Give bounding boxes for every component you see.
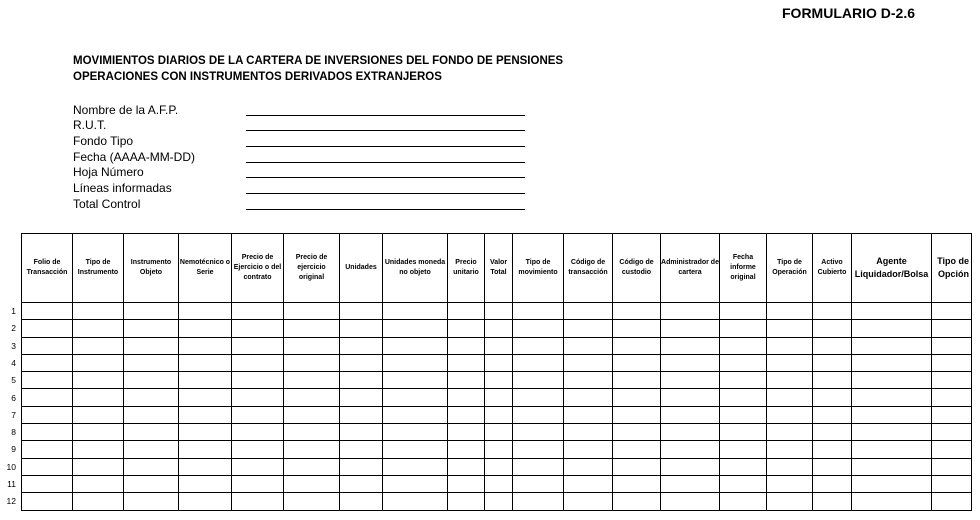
table-cell[interactable]: [448, 337, 485, 354]
table-cell[interactable]: [613, 389, 661, 406]
table-cell[interactable]: [813, 372, 852, 389]
table-cell[interactable]: [767, 372, 813, 389]
table-cell[interactable]: [124, 372, 179, 389]
table-cell[interactable]: [852, 354, 932, 371]
table-cell[interactable]: [284, 458, 340, 475]
table-cell[interactable]: [852, 493, 932, 510]
table-cell[interactable]: [813, 354, 852, 371]
table-cell[interactable]: [179, 441, 232, 458]
table-cell[interactable]: [448, 458, 485, 475]
field-label: Líneas informadas: [73, 181, 172, 195]
table-cell[interactable]: [179, 320, 232, 337]
table-cell[interactable]: [767, 406, 813, 423]
table-cell[interactable]: [448, 303, 485, 320]
column-header: Folio de Transacción: [22, 234, 73, 303]
table-cell[interactable]: [485, 354, 513, 371]
table-cell[interactable]: [513, 354, 564, 371]
table-cell[interactable]: [124, 441, 179, 458]
table-cell[interactable]: [448, 320, 485, 337]
table-cell[interactable]: [661, 303, 720, 320]
table-cell[interactable]: [485, 458, 513, 475]
table-cell[interactable]: [564, 372, 613, 389]
table-cell[interactable]: [513, 303, 564, 320]
table-cell[interactable]: [179, 372, 232, 389]
row-number: 9: [11, 444, 16, 455]
column-header: Código de transacción: [564, 234, 613, 303]
table-cell[interactable]: [485, 389, 513, 406]
table-cell[interactable]: [932, 475, 972, 492]
table-cell[interactable]: [613, 424, 661, 441]
field-input-line[interactable]: [246, 115, 525, 116]
table-cell[interactable]: [448, 441, 485, 458]
table-cell[interactable]: [22, 424, 73, 441]
field-input-line[interactable]: [246, 130, 525, 131]
column-header: Instrumento Objeto: [124, 234, 179, 303]
table-row: [22, 372, 972, 389]
table-row: [22, 458, 972, 475]
table-row: [22, 320, 972, 337]
table-cell[interactable]: [661, 337, 720, 354]
table-cell[interactable]: [340, 424, 383, 441]
table-cell[interactable]: [613, 493, 661, 510]
table-cell[interactable]: [852, 458, 932, 475]
table-cell[interactable]: [852, 337, 932, 354]
table-cell[interactable]: [284, 475, 340, 492]
table-cell[interactable]: [720, 389, 767, 406]
table-cell[interactable]: [179, 458, 232, 475]
table-cell[interactable]: [73, 372, 124, 389]
table-cell[interactable]: [485, 406, 513, 423]
table-cell[interactable]: [232, 475, 284, 492]
table-cell[interactable]: [383, 320, 448, 337]
row-number: 10: [6, 461, 16, 472]
row-number: 1: [11, 306, 16, 316]
table-cell[interactable]: [613, 372, 661, 389]
table-cell[interactable]: [22, 458, 73, 475]
table-cell[interactable]: [932, 389, 972, 406]
table-cell[interactable]: [383, 372, 448, 389]
table-cell[interactable]: [932, 458, 972, 475]
table-cell[interactable]: [767, 424, 813, 441]
table-cell[interactable]: [22, 389, 73, 406]
table-cell[interactable]: [813, 406, 852, 423]
field-label: Hoja Número: [73, 165, 144, 179]
table-cell[interactable]: [485, 441, 513, 458]
table-cell[interactable]: [124, 475, 179, 492]
table-cell[interactable]: [179, 475, 232, 492]
column-header: Tipo de Opción: [932, 234, 972, 303]
table-cell[interactable]: [179, 406, 232, 423]
column-header: Tipo de movimiento: [513, 234, 564, 303]
table-cell[interactable]: [73, 303, 124, 320]
table-cell[interactable]: [852, 406, 932, 423]
table-cell[interactable]: [340, 475, 383, 492]
table-cell[interactable]: [813, 389, 852, 406]
column-header: Fecha informe original: [720, 234, 767, 303]
table-cell[interactable]: [124, 424, 179, 441]
table-cell[interactable]: [284, 424, 340, 441]
row-number: 11: [7, 479, 16, 489]
column-header: Tipo de Operación: [767, 234, 813, 303]
table-cell[interactable]: [564, 458, 613, 475]
table-header-row: [22, 234, 972, 303]
table-cell[interactable]: [513, 441, 564, 458]
table-row: [22, 475, 972, 492]
table-cell[interactable]: [564, 320, 613, 337]
table-cell[interactable]: [232, 389, 284, 406]
table-row: [22, 493, 972, 510]
table-cell[interactable]: [232, 372, 284, 389]
table-cell[interactable]: [179, 303, 232, 320]
field-label: Fondo Tipo: [73, 134, 134, 148]
table-cell[interactable]: [73, 337, 124, 354]
table-cell[interactable]: [383, 458, 448, 475]
form-subtitle: OPERACIONES CON INSTRUMENTOS DERIVADOS EXTRANJEROS: [73, 71, 442, 83]
table-cell[interactable]: [767, 493, 813, 510]
table-cell[interactable]: [22, 441, 73, 458]
table-cell[interactable]: [852, 424, 932, 441]
table-cell[interactable]: [73, 406, 124, 423]
field-label: R.U.T.: [73, 118, 107, 132]
table-cell[interactable]: [932, 337, 972, 354]
table-cell[interactable]: [383, 406, 448, 423]
table-cell[interactable]: [661, 424, 720, 441]
table-cell[interactable]: [22, 493, 73, 510]
table-cell[interactable]: [661, 493, 720, 510]
table-cell[interactable]: [179, 389, 232, 406]
table-cell[interactable]: [284, 372, 340, 389]
table-cell[interactable]: [564, 424, 613, 441]
table-cell[interactable]: [124, 337, 179, 354]
table-cell[interactable]: [22, 320, 73, 337]
table-row: [22, 441, 972, 458]
table-cell[interactable]: [485, 493, 513, 510]
table-cell[interactable]: [813, 493, 852, 510]
table-cell[interactable]: [448, 493, 485, 510]
table-cell[interactable]: [340, 493, 383, 510]
table-cell[interactable]: [73, 475, 124, 492]
table-cell[interactable]: [179, 424, 232, 441]
table-cell[interactable]: [383, 354, 448, 371]
table-cell[interactable]: [767, 303, 813, 320]
table-cell[interactable]: [564, 475, 613, 492]
table-cell[interactable]: [485, 337, 513, 354]
table-cell[interactable]: [513, 458, 564, 475]
row-number: 12: [6, 496, 16, 507]
column-header: Tipo de Instrumento: [73, 234, 124, 303]
table-cell[interactable]: [124, 354, 179, 371]
table-cell[interactable]: [564, 389, 613, 406]
table-cell[interactable]: [383, 303, 448, 320]
table-row: [22, 406, 972, 423]
form-code: FORMULARIO D-2.6: [782, 5, 915, 21]
table-cell[interactable]: [513, 372, 564, 389]
table-cell[interactable]: [932, 303, 972, 320]
table-cell[interactable]: [613, 354, 661, 371]
row-number: 7: [11, 409, 16, 420]
table-cell[interactable]: [613, 337, 661, 354]
field-label: Fecha (AAAA-MM-DD): [73, 150, 196, 164]
table-row: [22, 424, 972, 441]
table-cell[interactable]: [813, 424, 852, 441]
table-cell[interactable]: [513, 475, 564, 492]
table-row: [22, 337, 972, 354]
table-cell[interactable]: [932, 354, 972, 371]
table-cell[interactable]: [564, 303, 613, 320]
table-cell[interactable]: [613, 458, 661, 475]
table-cell[interactable]: [852, 320, 932, 337]
table-cell[interactable]: [720, 372, 767, 389]
table-cell[interactable]: [613, 320, 661, 337]
table-cell[interactable]: [661, 441, 720, 458]
table-cell[interactable]: [661, 320, 720, 337]
table-cell[interactable]: [932, 372, 972, 389]
table-row: [22, 354, 972, 371]
column-header: Unidades moneda no objeto: [383, 234, 448, 303]
row-number: 4: [11, 357, 16, 368]
table-cell[interactable]: [613, 475, 661, 492]
table-row: [22, 389, 972, 406]
table-cell[interactable]: [813, 337, 852, 354]
table-cell[interactable]: [340, 406, 383, 423]
field-input-line[interactable]: [246, 146, 525, 147]
table-cell[interactable]: [767, 441, 813, 458]
table-cell[interactable]: [932, 320, 972, 337]
table-cell[interactable]: [284, 493, 340, 510]
table-cell[interactable]: [720, 406, 767, 423]
table-cell[interactable]: [564, 354, 613, 371]
table-row: [22, 303, 972, 320]
table-cell[interactable]: [661, 475, 720, 492]
table-cell[interactable]: [383, 337, 448, 354]
table-cell[interactable]: [564, 337, 613, 354]
table-cell[interactable]: [932, 441, 972, 458]
table-cell[interactable]: [852, 475, 932, 492]
table-cell[interactable]: [284, 320, 340, 337]
table-cell[interactable]: [852, 389, 932, 406]
table-cell[interactable]: [813, 441, 852, 458]
table-cell[interactable]: [661, 389, 720, 406]
table-cell[interactable]: [932, 424, 972, 441]
table-cell[interactable]: [232, 337, 284, 354]
table-cell[interactable]: [179, 493, 232, 510]
table-cell[interactable]: [767, 389, 813, 406]
table-cell[interactable]: [813, 303, 852, 320]
column-header: Activo Cubierto: [813, 234, 852, 303]
table-cell[interactable]: [813, 320, 852, 337]
table-cell[interactable]: [448, 475, 485, 492]
table-cell[interactable]: [340, 303, 383, 320]
table-cell[interactable]: [720, 458, 767, 475]
table-cell[interactable]: [232, 441, 284, 458]
table-cell[interactable]: [448, 372, 485, 389]
field-input-line[interactable]: [246, 193, 525, 194]
table-cell[interactable]: [124, 320, 179, 337]
form-title: MOVIMIENTOS DIARIOS DE LA CARTERA DE INVERSIONES DEL FONDO DE PENSIONES: [73, 55, 564, 67]
table-cell[interactable]: [73, 389, 124, 406]
table-cell[interactable]: [485, 303, 513, 320]
table-cell[interactable]: [767, 475, 813, 492]
table-cell[interactable]: [720, 337, 767, 354]
table-cell[interactable]: [383, 389, 448, 406]
table-cell[interactable]: [124, 458, 179, 475]
table-cell[interactable]: [284, 354, 340, 371]
table-cell[interactable]: [124, 389, 179, 406]
table-cell[interactable]: [284, 406, 340, 423]
column-header: Precio unitario: [448, 234, 485, 303]
table-cell[interactable]: [661, 406, 720, 423]
table-cell[interactable]: [73, 441, 124, 458]
table-cell[interactable]: [513, 406, 564, 423]
table-cell[interactable]: [513, 320, 564, 337]
table-cell[interactable]: [813, 458, 852, 475]
table-cell[interactable]: [179, 354, 232, 371]
table-cell[interactable]: [284, 441, 340, 458]
table-cell[interactable]: [340, 320, 383, 337]
row-number: 3: [11, 340, 16, 351]
table-cell[interactable]: [661, 354, 720, 371]
table-cell[interactable]: [448, 354, 485, 371]
column-header: Precio de ejercicio original: [284, 234, 340, 303]
table-cell[interactable]: [340, 389, 383, 406]
table-cell[interactable]: [513, 337, 564, 354]
table-cell[interactable]: [284, 337, 340, 354]
table-cell[interactable]: [340, 354, 383, 371]
table-cell[interactable]: [22, 337, 73, 354]
table-cell[interactable]: [22, 354, 73, 371]
table-cell[interactable]: [22, 406, 73, 423]
table-cell[interactable]: [767, 337, 813, 354]
row-number: 2: [11, 323, 16, 334]
row-number: 5: [11, 375, 16, 386]
table-cell[interactable]: [613, 303, 661, 320]
table-cell[interactable]: [448, 424, 485, 441]
table-cell[interactable]: [564, 406, 613, 423]
table-cell[interactable]: [932, 493, 972, 510]
table-cell[interactable]: [73, 424, 124, 441]
column-header: Precio de Ejercicio o del contrato: [232, 234, 284, 303]
table-cell[interactable]: [852, 441, 932, 458]
table-cell[interactable]: [513, 389, 564, 406]
table-cell[interactable]: [613, 406, 661, 423]
table-cell[interactable]: [232, 424, 284, 441]
table-cell[interactable]: [564, 493, 613, 510]
table-cell[interactable]: [720, 424, 767, 441]
table-cell[interactable]: [448, 389, 485, 406]
table-cell[interactable]: [720, 354, 767, 371]
table-cell[interactable]: [232, 493, 284, 510]
table-cell[interactable]: [767, 354, 813, 371]
table-cell[interactable]: [720, 303, 767, 320]
column-header: Nemotécnico o Serie: [179, 234, 232, 303]
table-cell[interactable]: [73, 320, 124, 337]
table-cell[interactable]: [232, 458, 284, 475]
table-cell[interactable]: [124, 493, 179, 510]
table-cell[interactable]: [73, 354, 124, 371]
table-cell[interactable]: [932, 406, 972, 423]
table-cell[interactable]: [767, 458, 813, 475]
table-cell[interactable]: [22, 372, 73, 389]
row-number: 8: [11, 427, 16, 438]
table-cell[interactable]: [720, 475, 767, 492]
column-header: Agente Liquidador/Bolsa: [852, 234, 932, 303]
table-cell[interactable]: [661, 458, 720, 475]
table-cell[interactable]: [485, 475, 513, 492]
table-cell[interactable]: [513, 424, 564, 441]
table-cell[interactable]: [340, 372, 383, 389]
table-cell[interactable]: [720, 441, 767, 458]
column-header: Código de custodio: [613, 234, 661, 303]
column-header: Unidades: [340, 234, 383, 303]
table-cell[interactable]: [124, 406, 179, 423]
table-cell[interactable]: [513, 493, 564, 510]
table-cell[interactable]: [124, 303, 179, 320]
table-cell[interactable]: [232, 320, 284, 337]
field-label: Total Control: [73, 197, 141, 211]
table-cell[interactable]: [383, 441, 448, 458]
table-cell[interactable]: [232, 354, 284, 371]
table-cell[interactable]: [73, 458, 124, 475]
table-cell[interactable]: [485, 372, 513, 389]
table-cell[interactable]: [284, 389, 340, 406]
table-cell[interactable]: [485, 424, 513, 441]
movements-table: [21, 233, 972, 511]
table-cell[interactable]: [232, 303, 284, 320]
table-cell[interactable]: [179, 337, 232, 354]
row-number: 6: [11, 392, 16, 403]
table-cell[interactable]: [564, 441, 613, 458]
field-input-line[interactable]: [246, 209, 525, 210]
table-cell[interactable]: [22, 475, 73, 492]
table-cell[interactable]: [813, 475, 852, 492]
column-header: Administrador de cartera: [661, 234, 720, 303]
table-cell[interactable]: [485, 320, 513, 337]
table-cell[interactable]: [852, 303, 932, 320]
table-cell[interactable]: [852, 372, 932, 389]
table-cell[interactable]: [661, 372, 720, 389]
table-cell[interactable]: [22, 303, 73, 320]
table-cell[interactable]: [448, 406, 485, 423]
table-cell[interactable]: [383, 475, 448, 492]
table-cell[interactable]: [613, 441, 661, 458]
table-cell[interactable]: [767, 320, 813, 337]
table-cell[interactable]: [232, 406, 284, 423]
column-header: Valor Total: [485, 234, 513, 303]
table-cell[interactable]: [383, 424, 448, 441]
table-cell[interactable]: [383, 493, 448, 510]
table-cell[interactable]: [340, 458, 383, 475]
table-cell[interactable]: [720, 320, 767, 337]
table-cell[interactable]: [340, 337, 383, 354]
table-cell[interactable]: [720, 493, 767, 510]
field-input-line[interactable]: [246, 177, 525, 178]
field-input-line[interactable]: [246, 162, 525, 163]
table-cell[interactable]: [340, 441, 383, 458]
table-cell[interactable]: [73, 493, 124, 510]
table-cell[interactable]: [284, 303, 340, 320]
field-label: Nombre de la A.F.P.: [73, 103, 179, 117]
